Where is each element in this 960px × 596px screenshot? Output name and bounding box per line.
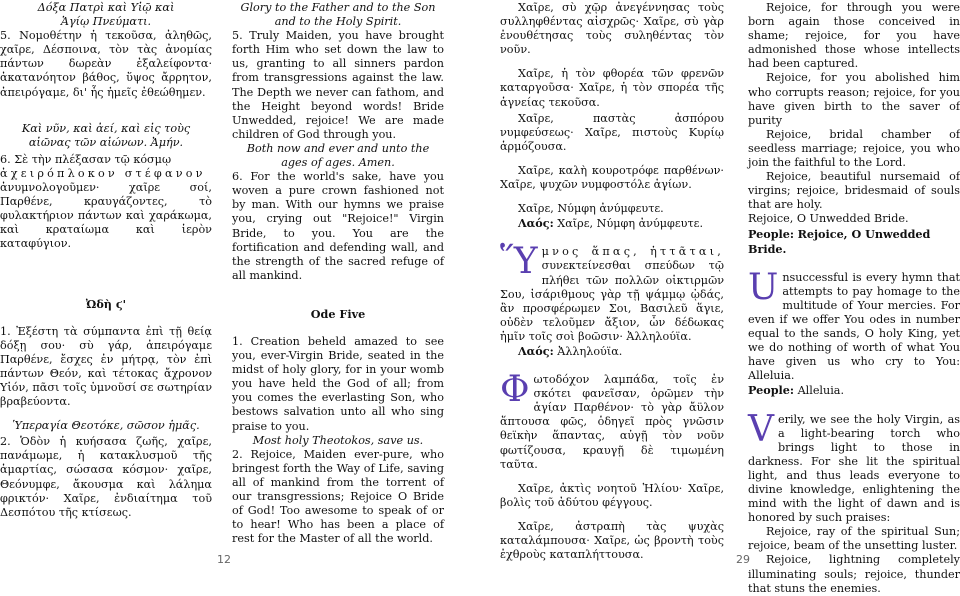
doxology-line: αἰῶνας τῶν αἰώνων. Ἀμήν. [28,135,184,149]
oikos-greek [500,241,724,344]
chairetism-greek: Χαῖρε, καλὴ κουροτρόφε παρθένων· Χαῖρε, ψυχῶν νυμφοστόλε ἁγίων. [500,163,724,192]
stanza-spaced-text: ἀχειρόπλοκον στέφανον [0,166,206,180]
column-english-right [748,1,960,596]
oikos-spaced-text: μνος ἅπας, ἡττᾶται, [541,245,724,259]
people-response-text: Ἀλληλούϊα. [557,344,623,358]
people-label: Λαός: [518,343,554,358]
people-response-text: Rejoice, O Unwedded Bride. [748,226,931,256]
glory-line: Glory to the Father and to the Son [240,1,436,14]
chairetism-greek: Χαῖρε, σὺ χῷρ ἀνεγέννησας τοὺς συλληφθέντας αἰσχρῶς· Χαῖρε, σὺ γὰρ ἐνουθέτησας τοὺς συληθέντας τὸν νοῦν. [500,1,724,57]
ode5-stanza-6-greek [0,153,212,252]
chairetism-greek: Χαῖρε, ἡ τὸν φθορέα τῶν φρενῶν καταργοῦσα· Χαῖρε, ἡ τὸν σπορέα τῆς ἁγνείας τεκοῦσα. [500,67,724,109]
stanza-head: 6. Σὲ τὴν πλέξασαν τῷ κόσμῳ [0,152,172,166]
chairetism-english: Rejoice, for you abolished him who corrupts reason; rejoice, for you have given birth to the saver of purity [748,71,960,127]
people-response-english [748,227,960,257]
oikos-english [748,408,960,526]
ode5-stanza-5-greek: 5. Νομοθέτην ἡ τεκοῦσα, ἀληθῶς, χαῖρε, Δέσποινα, τὸν τὰς ἀνομίας πάντων δωρεὰν ἐξαλείφοντα· ἀκατανόητον βάθος, ὕψος ἄρρητον, ἀπειρόγαμε, δι' ἧς ἡμεῖς ἐθεώθημεν. [0,29,212,99]
chairetism-english: Rejoice, bridal chamber of seedless marriage; rejoice, you who join the faithful to the Lord. [748,127,960,170]
people-response-greek [500,216,724,231]
drop-cap: U [748,266,779,308]
ode6-stanza-2-greek: 2. Ὁδὸν ἡ κυήσασα ζωῆς, χαῖρε, πανάμωμε, ἡ κατακλυσμοῦ τῆς ἁμαρτίας, σώσασα κόσμον· χαῖρε, Θεόνυμφε, ἄκουσμα καὶ λάλημα φρικτόν· Χαῖρε, ἐνδιαίτημα τοῦ Δεσπότου τῆς κτίσεως. [0,435,212,519]
column-english-left [232,1,444,546]
refrain-greek: Ὑπεραγία Θεοτόκε, σῶσον ἡμᾶς. [12,419,200,433]
oikos-greek [500,369,724,472]
people-response-text: Χαῖρε, Νύμφη ἀνύμφευτε. [557,217,704,231]
chairetism-english: Rejoice, ray of the spiritual Sun; rejoice, beam of the unsetting luster. [748,525,960,553]
ode5-stanza-5-english: 5. Truly Maiden, you have brought forth Him who set down the law to us, granting to all sinners pardon from transgressions against the law. The Depth we never can fathom, and the Height beyond words! Bride Unwedded, rejoice! We are made children of God through you. [232,29,444,141]
doxology-line: Δόξα Πατρὶ καὶ Υἱῷ καὶ [37,1,175,14]
ode6-stanza-1-greek: 1. Ἐξέστη τὰ σύμπαντα ἐπὶ τῇ θείᾳ δόξῃ σου· σὺ γάρ, ἀπειρόγαμε Παρθένε, ἔσχες ἐν μήτρᾳ, τὸν ἐπὶ πάντων Θεόν, καὶ τέτοκας ἄχρονον Υἱόν, πᾶσι τοῖς ὑμνοῦσί σε σωτηρίαν βραβεύοντα. [0,324,212,409]
people-response-english [748,383,960,398]
people-label: Λαός: [518,216,554,231]
drop-cap: Ὕ [500,241,538,283]
ode-title-english: Ode Five [310,306,366,321]
doxology-line: Καὶ νῦν, καὶ ἀεί, καὶ εἰς τοὺς [21,121,191,135]
glory-line: and to the Holy Spirit. [274,15,402,29]
column-greek-left [0,1,212,520]
people-label: People: [748,226,795,241]
chairetism-english: Rejoice, O Unwedded Bride. [748,212,909,226]
chairetism-greek: Χαῖρε, ἀκτὶς νοητοῦ Ἡλίου· Χαῖρε, βολὶς τοῦ ἀδύτου φέγγους. [500,481,724,509]
oikos-english [748,266,960,384]
both-now-line: ages of ages. Amen. [281,156,395,170]
both-now-line: Both now and ever and unto the [246,141,430,155]
refrain-english: Most holy Theotokos, save us. [252,433,424,447]
chairetism-greek: Χαῖρε, Νύμφη ἀνύμφευτε. [518,202,664,216]
page-number-left: 12 [217,553,231,566]
oikos-text: erily, we see the holy Virgin, as a light-bearing torch who brings light to those in darkness. For she lit the spiritual light, and thus leads everyone to divine knowledge, enlightening the mind with the light of dawn and is honored by such praises: [748,412,960,525]
oikos-text: συνεκτείνεσθαι σπεύδων τῷ πλήθει τῶν πολλῶν οἰκτιρμῶν Σου, ἰσάριθμους γὰρ τῇ ψάμμῳ ᾠδάς, ἂν προσφέρωμεν Σοι, Βασιλεῦ ἅγιε, οὐδὲν τελοῦμεν ἄξιον, ὧν δέδωκας ἡμῖν τοῖς σοὶ βοῶσιν· Ἀλληλούϊα. [500,259,724,343]
chairetism-greek: Χαῖρε, ἀστραπὴ τὰς ψυχὰς καταλάμπουσα· Χαῖρε, ὡς βροντὴ τοὺς ἐχθροὺς καταπλήττουσα. [500,519,724,562]
drop-cap: Φ [500,369,530,411]
doxology-line: Ἁγίῳ Πνεύματι. [60,15,152,29]
people-label: People: [748,383,795,398]
drop-cap: V [748,408,774,450]
people-response-text: Alleluia. [797,384,845,398]
chairetism-english: Rejoice, for through you were born again those conceived in shame; rejoice, for you have admonished those whose intellects had been captured. [748,1,960,71]
ode6-stanza-1-english: 1. Creation beheld amazed to see you, ever-Virgin Bride, seated in the midst of holy glory, for in your womb you have held the God of all; from you comes the everlasting Son, who bestows salvation unto all who sing praise to you. [232,334,444,433]
oikos-text: ωτοδόχον λαμπάδα, τοῖς ἐν σκότει φανεῖσαν, ὁρῶμεν τὴν ἁγίαν Παρθένον· τὸ γὰρ ἄϋλον ἅπτουσα φῶς, ὁδηγεῖ πρὸς γνῶσιν θεϊκὴν ἅπαντας, αὐγῇ τὸν νοῦν φωτίζουσα, κραυγῇ δὲ τιμωμένη ταῦτα. [500,373,724,471]
column-greek-right [500,1,724,562]
chairetism-greek: Χαῖρε, παστὰς ἀσπόρου νυμφεύσεως· Χαῖρε, πιστοὺς Κυρίῳ ἁρμόζουσα. [500,111,724,153]
ode5-stanza-6-english: 6. For the world's sake, have you woven a pure crown fashioned not by man. With our hymns we praise you, crying out "Rejoice!" Virgin Bride, to you. You are the fortification and defending wall, and the strength of the sacred refuge of all mankind. [232,170,444,282]
chairetism-english: Rejoice, beautiful nursemaid of virgins; rejoice, bridesmaid of souls that are holy. [748,170,960,212]
ode6-stanza-2-english: 2. Rejoice, Maiden ever-pure, who bringest forth the Way of Life, saving all of mankind from the torrent of our transgressions; Rejoice O Bride of God! Too awesome to speak of or to hear! Who has been a place of rest for the Master of all the world. [232,447,444,546]
ode-title-greek: Ὠδὴ ϛ' [85,296,127,311]
chairetism-english: Rejoice, lightning completely illuminating souls; rejoice, thunder that stuns the enemies. [748,553,960,595]
stanza-rest: ἀνυμνολογοῦμεν· χαῖρε σοί, Παρθένε, κραυγάζοντες, τὸ φυλακτήριον πάντων καὶ χαράκωμα, καὶ κραταίωμα καὶ ἱερὸν καταφύγιον. [0,181,212,251]
page-number-right: 29 [736,553,750,566]
people-response-greek [500,344,724,359]
oikos-text: nsuccessful is every hymn that attempts to pay homage to the multitude of Your mercies. For even if we offer You odes in number equal to the sands, O holy King, yet we do nothing of worth of what You have given us who cry to You: Alleluia. [748,270,960,383]
